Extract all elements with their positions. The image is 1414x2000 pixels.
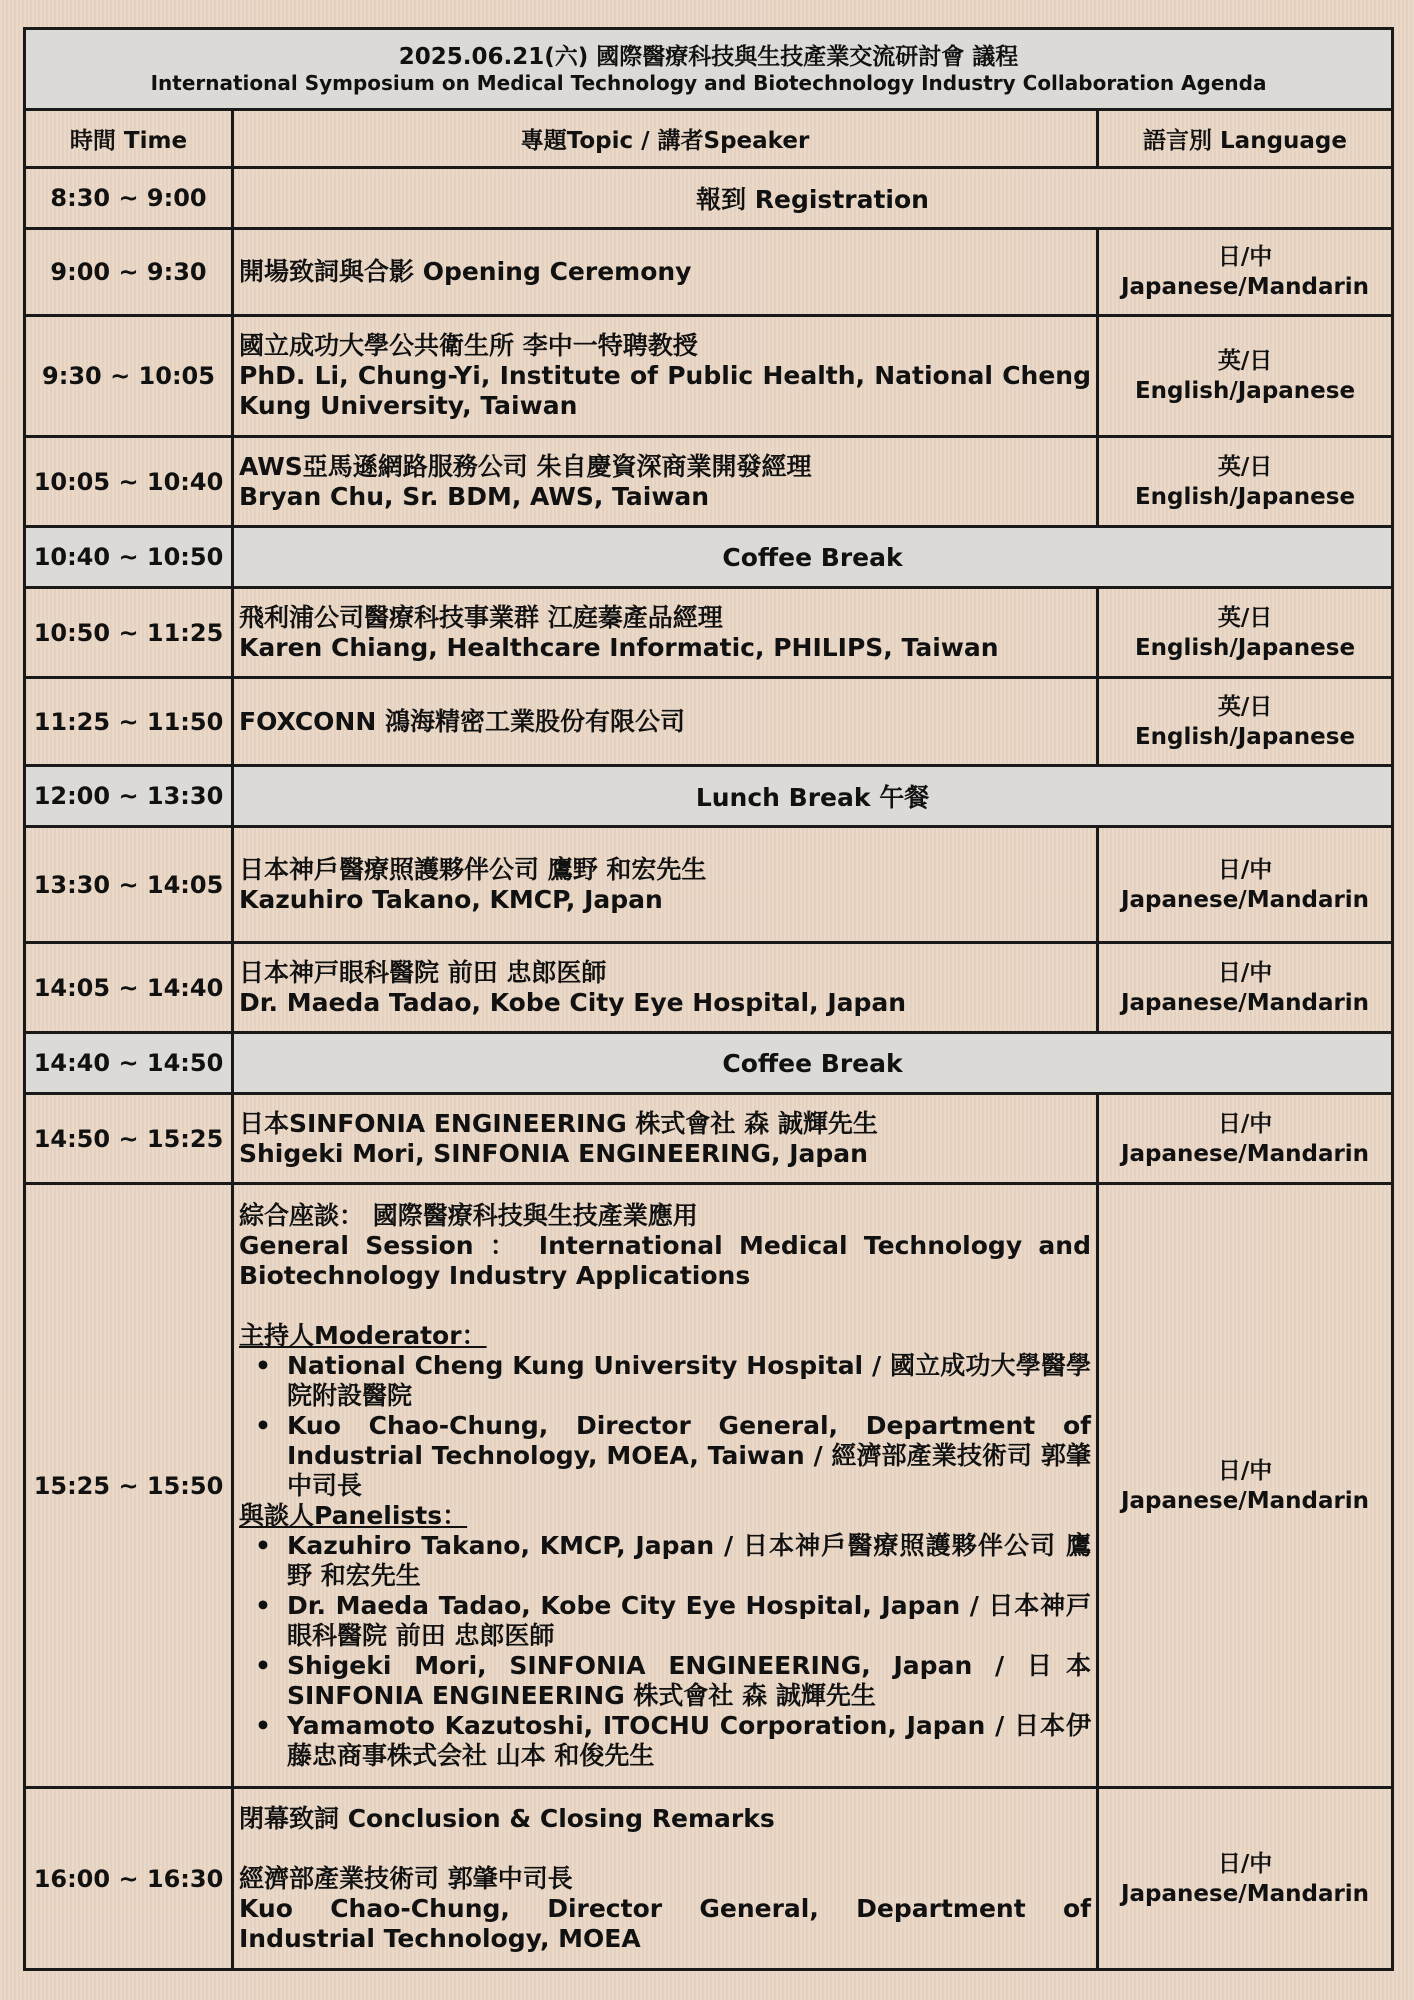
table-row bbox=[25, 943, 1393, 1033]
time-cell: 13:30 ~ 14:05 bbox=[25, 827, 233, 943]
topic-line-zh: 飛利浦公司醫療科技事業群 江庭蓁產品經理 bbox=[239, 602, 723, 632]
language-cell bbox=[1098, 229, 1393, 316]
language-full: Japanese/Mandarin bbox=[1120, 1880, 1370, 1907]
language-short: 英/日 bbox=[1217, 348, 1273, 374]
general-session-cell bbox=[233, 1184, 1098, 1788]
topic-line-zh: 日本神戸眼科醫院 前田 忠郎医師 bbox=[239, 957, 607, 987]
topic-line-en: Karen Chiang, Healthcare Informatic, PHILIPS, Taiwan bbox=[239, 632, 999, 662]
table-row bbox=[25, 678, 1393, 766]
time-cell: 10:50 ~ 11:25 bbox=[25, 588, 233, 678]
language-full: Japanese/Mandarin bbox=[1120, 886, 1370, 913]
time-cell: 10:05 ~ 10:40 bbox=[25, 437, 233, 527]
list-item: • Kuo Chao-Chung, Director General, Department of Industrial Technology, MOEA, Taiwan / 經濟部產業技術司 郭肇中司長 bbox=[287, 1411, 1091, 1501]
table-row bbox=[25, 1788, 1393, 1970]
language-short: 英/日 bbox=[1217, 453, 1273, 480]
header-time: 時間 Time bbox=[25, 110, 233, 168]
lunch-break-label: Lunch Break 午餐 bbox=[233, 766, 1393, 827]
language-cell bbox=[1098, 316, 1393, 437]
language-short: 英/日 bbox=[1217, 604, 1273, 631]
topic-line-en: Bryan Chu, Sr. BDM, AWS, Taiwan bbox=[239, 481, 710, 511]
coffee-break-label: Coffee Break bbox=[233, 1033, 1393, 1094]
table-row bbox=[25, 168, 1393, 229]
moderator-heading: 主持人Moderator： bbox=[239, 1320, 487, 1350]
language-cell bbox=[1098, 1184, 1393, 1788]
language-full: Japanese/Mandarin bbox=[1120, 1487, 1370, 1514]
topic-line-zh: 日本神戶醫療照護夥伴公司 鷹野 和宏先生 bbox=[239, 854, 707, 884]
topic-line-zh: 國立成功大學公共衛生所 李中一特聘教授 bbox=[239, 331, 698, 360]
topic-cell bbox=[233, 437, 1098, 527]
language-short: 日/中 bbox=[1217, 856, 1273, 883]
list-item: • National Cheng Kung University Hospital / 國立成功大學醫學院附設醫院 bbox=[287, 1351, 1091, 1411]
panelist-heading: 與談人Panelists： bbox=[239, 1500, 468, 1530]
coffee-break-label: Coffee Break bbox=[233, 527, 1393, 588]
language-full: English/Japanese bbox=[1134, 378, 1356, 404]
closing-cell bbox=[233, 1788, 1098, 1970]
time-cell: 8:30 ~ 9:00 bbox=[25, 168, 233, 229]
table-row bbox=[25, 1033, 1393, 1094]
list-item: • Yamamoto Kazutoshi, ITOCHU Corporation, Japan / 日本伊藤忠商事株式会社 山本 和俊先生 bbox=[287, 1711, 1091, 1771]
language-cell bbox=[1098, 827, 1393, 943]
topic-line-zh: 日本SINFONIA ENGINEERING 株式會社 森 誠輝先生 bbox=[239, 1108, 878, 1138]
language-short: 日/中 bbox=[1217, 244, 1273, 270]
language-cell bbox=[1098, 1094, 1393, 1184]
language-short: 英/日 bbox=[1217, 693, 1273, 720]
language-cell bbox=[1098, 588, 1393, 678]
time-cell: 14:05 ~ 14:40 bbox=[25, 943, 233, 1033]
topic-cell bbox=[233, 827, 1098, 943]
language-full: Japanese/Mandarin bbox=[1120, 989, 1370, 1016]
topic-cell bbox=[233, 229, 1098, 316]
list-item: • Dr. Maeda Tadao, Kobe City Eye Hospital, Japan / 日本神戸眼科醫院 前田 忠郎医師 bbox=[287, 1591, 1091, 1651]
table-row bbox=[25, 766, 1393, 827]
language-full: English/Japanese bbox=[1134, 483, 1356, 510]
topic-line-en: PhD. Li, Chung-Yi, Institute of Public Health, National Cheng Kung University, Taiwan bbox=[239, 361, 1091, 420]
panelist-list bbox=[239, 1531, 1091, 1771]
topic-line-en: Shigeki Mori, SINFONIA ENGINEERING, Japan bbox=[239, 1138, 868, 1168]
title-chinese: 2025.06.21(六) 國際醫療科技與生技產業交流研討會 議程 bbox=[398, 44, 1019, 70]
closing-title: 閉幕致詞 Conclusion & Closing Remarks bbox=[239, 1803, 775, 1833]
title-english: International Symposium on Medical Technology and Biotechnology Industry Collaboration Agenda bbox=[150, 71, 1267, 95]
session-title-en: General Session ： International Medical Technology and Biotechnology Industry Applications bbox=[239, 1230, 1091, 1290]
header-language: 語言別 Language bbox=[1098, 110, 1393, 168]
list-item: • Kazuhiro Takano, KMCP, Japan / 日本神戶醫療照護夥伴公司 鷹野 和宏先生 bbox=[287, 1531, 1091, 1591]
topic-line-en: Kazuhiro Takano, KMCP, Japan bbox=[239, 884, 663, 914]
table-row bbox=[25, 437, 1393, 527]
language-cell bbox=[1098, 1788, 1393, 1970]
list-item: • Shigeki Mori, SINFONIA ENGINEERING, Japan / 日本SINFONIA ENGINEERING 株式會社 森 誠輝先生 bbox=[287, 1651, 1091, 1711]
topic-line: 開場致詞與合影 Opening Ceremony bbox=[239, 257, 692, 286]
time-cell: 12:00 ~ 13:30 bbox=[25, 766, 233, 827]
time-cell: 9:00 ~ 9:30 bbox=[25, 229, 233, 316]
topic-cell bbox=[233, 316, 1098, 437]
language-short: 日/中 bbox=[1217, 1110, 1273, 1137]
time-cell: 14:50 ~ 15:25 bbox=[25, 1094, 233, 1184]
language-cell bbox=[1098, 678, 1393, 766]
moderator-list bbox=[239, 1351, 1091, 1501]
table-row bbox=[25, 588, 1393, 678]
language-short: 日/中 bbox=[1217, 1457, 1273, 1484]
language-cell bbox=[1098, 437, 1393, 527]
header-topic: 專題Topic / 講者Speaker bbox=[233, 110, 1098, 168]
topic-cell bbox=[233, 678, 1098, 766]
topic-line: FOXCONN 鴻海精密工業股份有限公司 bbox=[239, 706, 685, 736]
table-row bbox=[25, 1094, 1393, 1184]
session-title-zh: 綜合座談： 國際醫療科技與生技產業應用 bbox=[239, 1200, 698, 1230]
language-full: Japanese/Mandarin bbox=[1120, 274, 1370, 300]
table-row bbox=[25, 827, 1393, 943]
topic-line-en: Dr. Maeda Tadao, Kobe City Eye Hospital, Japan bbox=[239, 987, 907, 1017]
table-row bbox=[25, 1184, 1393, 1788]
time-cell: 11:25 ~ 11:50 bbox=[25, 678, 233, 766]
column-header-row bbox=[25, 110, 1393, 168]
time-cell: 9:30 ~ 10:05 bbox=[25, 316, 233, 437]
time-cell: 14:40 ~ 14:50 bbox=[25, 1033, 233, 1094]
closing-speaker-zh: 經濟部產業技術司 郭肇中司長 bbox=[239, 1863, 573, 1893]
table-row bbox=[25, 527, 1393, 588]
language-full: English/Japanese bbox=[1134, 723, 1356, 750]
agenda-table bbox=[23, 27, 1394, 1971]
language-short: 日/中 bbox=[1217, 959, 1273, 986]
language-full: English/Japanese bbox=[1134, 634, 1356, 661]
agenda-title bbox=[25, 29, 1393, 110]
table-row bbox=[25, 229, 1393, 316]
registration-label: 報到 Registration bbox=[233, 168, 1393, 229]
language-short: 日/中 bbox=[1217, 1850, 1273, 1877]
topic-cell bbox=[233, 588, 1098, 678]
topic-cell bbox=[233, 943, 1098, 1033]
language-full: Japanese/Mandarin bbox=[1120, 1140, 1370, 1167]
table-row bbox=[25, 316, 1393, 437]
closing-speaker-en: Kuo Chao-Chung, Director General, Department of Industrial Technology, MOEA bbox=[239, 1893, 1091, 1953]
language-cell bbox=[1098, 943, 1393, 1033]
topic-cell bbox=[233, 1094, 1098, 1184]
time-cell: 10:40 ~ 10:50 bbox=[25, 527, 233, 588]
topic-line-zh: AWS亞馬遜網路服務公司 朱自慶資深商業開發經理 bbox=[239, 451, 812, 481]
time-cell: 15:25 ~ 15:50 bbox=[25, 1184, 233, 1788]
time-cell: 16:00 ~ 16:30 bbox=[25, 1788, 233, 1970]
